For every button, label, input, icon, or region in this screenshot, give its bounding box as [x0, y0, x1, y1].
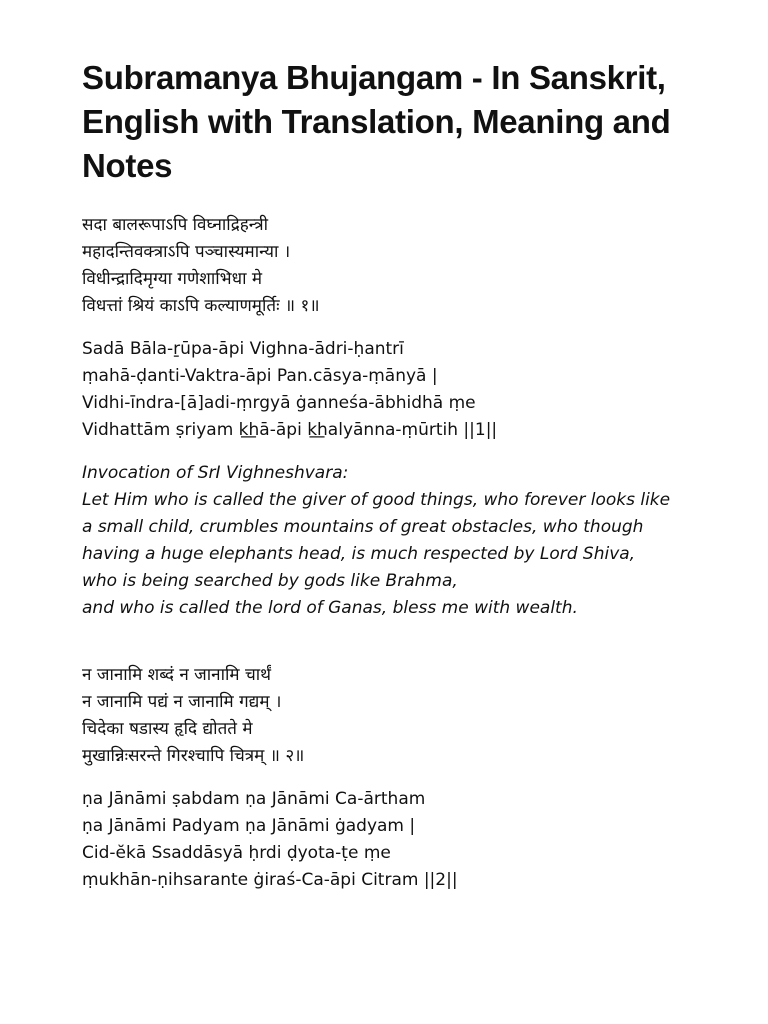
verse-line: न जानामि शब्दं न जानामि चार्थं — [82, 665, 272, 685]
translation-line: Let Him who is called the giver of good things, who forever looks like — [82, 490, 671, 510]
verse-line: न जानामि पद्यं न जानामि गद्यम् । — [82, 692, 282, 712]
verse-2-sanskrit — [82, 662, 708, 770]
transliteration-line: ṇa Jānāmi Padyam ṇa Jānāmi ġadyam | — [82, 816, 416, 836]
translation-line: a small child, crumbles mountains of great obstacles, who though — [82, 517, 644, 537]
transliteration-line: Vidhattām ṣriyam k͟hā-āpi k͟halyānna-ṃūrtih ||1|| — [82, 420, 498, 440]
verse-1-transliteration — [82, 336, 708, 444]
verse-1-translation — [82, 460, 708, 622]
translation-heading: Invocation of SrI Vighneshvara: — [82, 463, 349, 483]
translation-line: and who is called the lord of Ganas, bless me with wealth. — [82, 598, 578, 618]
verse-line: मुखान्निःसरन्ते गिरश्चापि चित्रम् ॥ २॥ — [82, 746, 305, 766]
verse-1-sanskrit — [82, 212, 708, 320]
verse-line: महादन्तिवक्त्राऽपि पञ्चास्यमान्या । — [82, 242, 291, 262]
translation-line: who is being searched by gods like Brahma, — [82, 571, 458, 591]
verse-2-transliteration — [82, 786, 708, 894]
verse-line: विधत्तां श्रियं काऽपि कल्याणमूर्तिः ॥ १॥ — [82, 296, 320, 316]
transliteration-line: Sadā Bāla-ṟūpa-āpi Vighna-ādri-ḥantrī — [82, 339, 404, 359]
transliteration-line: ṃukhān-ṇihsarante ġiraś-Ca-āpi Citram ||2|| — [82, 870, 458, 890]
verse-line: विधीन्द्रादिमृग्या गणेशाभिधा मे — [82, 269, 263, 289]
verse-line: चिदेका षडास्य हृदि द्योतते मे — [82, 719, 253, 739]
transliteration-line: ṇa Jānāmi ṣabdam ṇa Jānāmi Ca-ārtham — [82, 789, 426, 809]
verse-line: सदा बालरूपाऽपि विघ्नाद्रिहन्त्री — [82, 215, 269, 235]
transliteration-line: Vidhi-īndra-[ā]adi-ṃrgyā ġanneśa-ābhidhā ṃe — [82, 393, 476, 413]
transliteration-line: ṃahā-ḍanti-Vaktra-āpi Pan.cāsya-ṃānyā | — [82, 366, 438, 386]
translation-line: having a huge elephants head, is much respected by Lord Shiva, — [82, 544, 636, 564]
page-title: Subramanya Bhujangam - In Sanskrit, English with Translation, Meaning and Notes — [82, 59, 671, 184]
transliteration-line: Cid-ĕkā Ssaddāsyā ḥrdi ḍyota-ṭe ṃe — [82, 843, 391, 863]
